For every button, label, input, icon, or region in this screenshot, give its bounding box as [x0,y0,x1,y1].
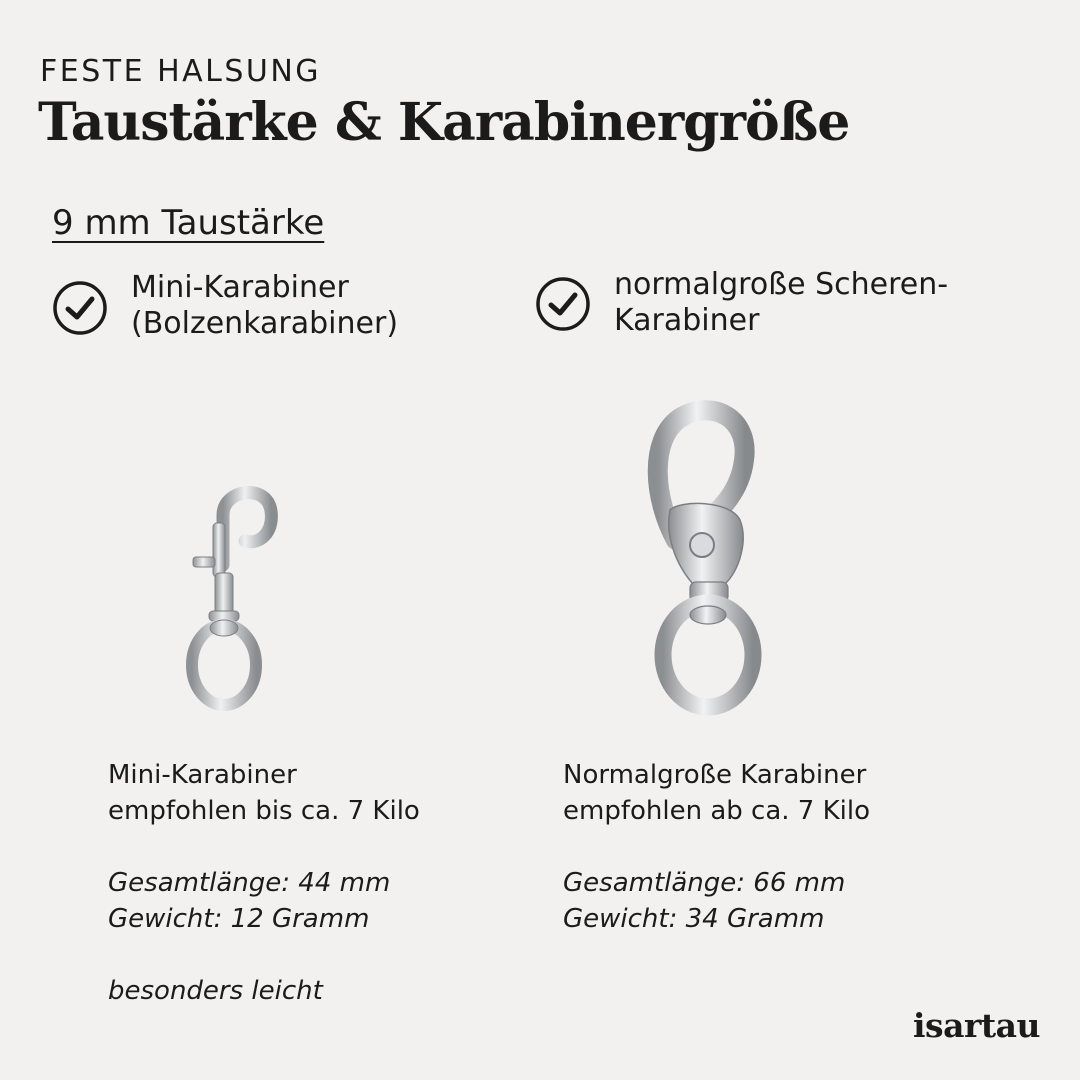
product-recommendation: empfohlen ab ca. 7 Kilo [563,796,870,826]
mini-snap-description [108,757,420,1009]
product-name: Normalgroße Karabiner [563,760,867,790]
product-weight: Gewicht: 34 Gramm [563,904,825,934]
product-recommendation: empfohlen bis ca. 7 Kilo [108,796,420,826]
option-label-line1: normalgroße Scheren- [614,267,949,302]
check-circle-icon [52,280,108,336]
option-mini-snap [131,270,398,342]
option-label-line2: Karabiner [614,303,760,338]
rope-thickness-heading: 9 mm Taustärke [52,203,325,243]
product-name: Mini-Karabiner [108,760,297,790]
option-label-line1: Mini-Karabiner [131,270,349,305]
product-length: Gesamtlänge: 44 mm [108,868,391,898]
brand-logo: isartau [912,1006,1040,1045]
product-weight: Gewicht: 12 Gramm [108,904,370,934]
product-length: Gesamtlänge: 66 mm [563,868,846,898]
option-trigger-snap [614,267,948,339]
trigger-snap-hook-image [640,400,810,720]
eyebrow-heading: FESTE HALSUNG [40,54,322,89]
mini-snap-hook-image [175,475,285,715]
trigger-snap-description [563,757,870,937]
product-note: besonders leicht [108,976,323,1006]
check-circle-icon [535,276,591,332]
page-title: Taustärke & Karabinergröße [38,92,850,153]
option-label-line2: (Bolzenkarabiner) [131,306,399,341]
